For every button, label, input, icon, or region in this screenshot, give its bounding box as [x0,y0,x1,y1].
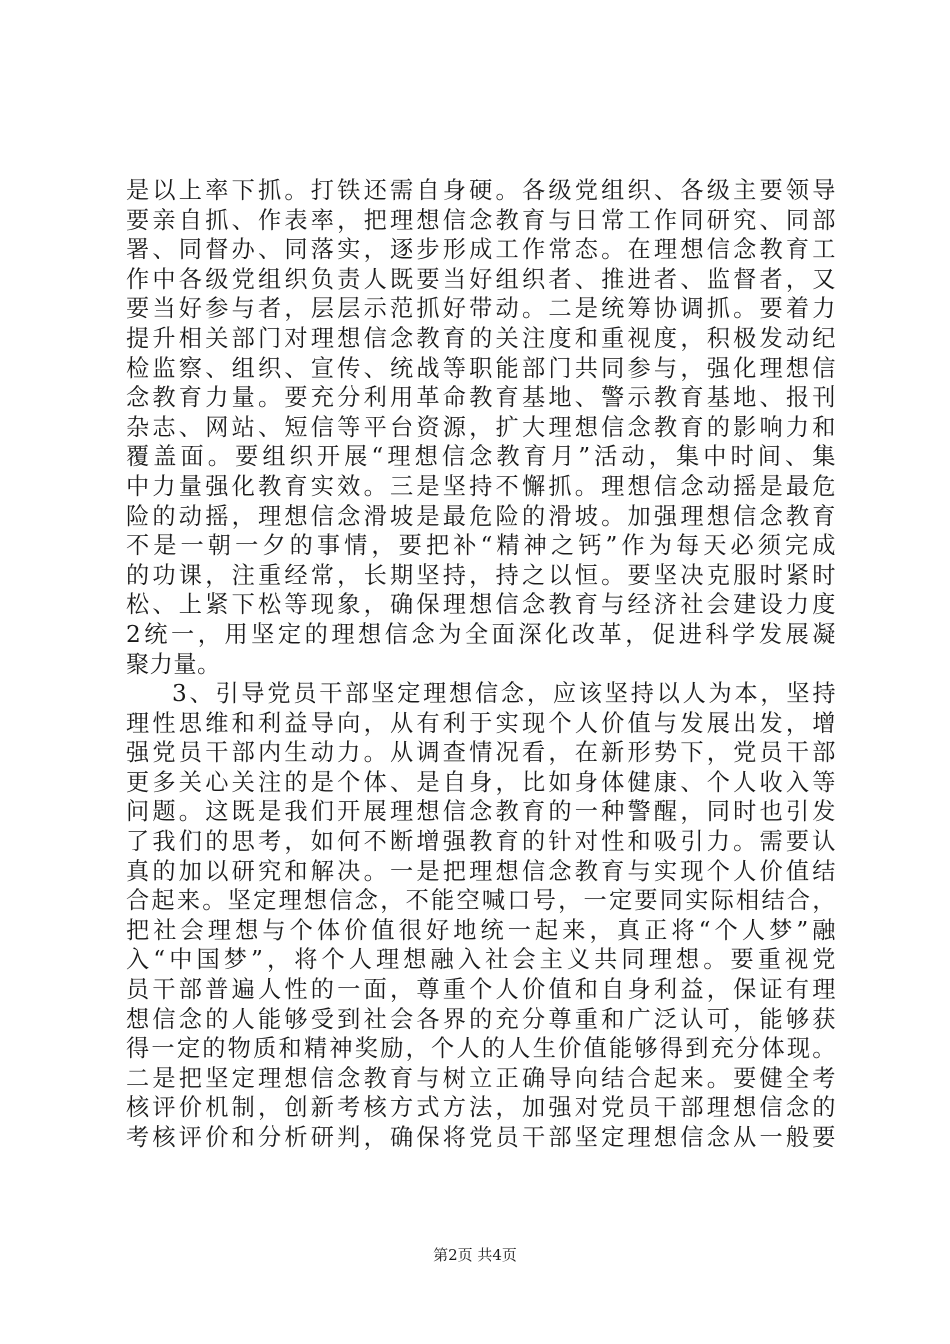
text-line: 2统一，用坚定的理想信念为全面深化改革，促进科学发展凝 [126,620,836,648]
text-line: 险的动摇，理想信念滑坡是最危险的滑坡。加强理想信念教育 [126,502,836,530]
paragraph-end-line: 聚力量。 [126,650,221,678]
text-line: 了我们的思考，如何不断增强教育的针对性和吸引力。需要认 [126,828,836,856]
text-line: 作中各级党组织负责人既要当好组织者、推进者、监督者，又 [126,265,836,293]
text-line: 的功课，注重经常，长期坚持，持之以恒。要坚决克服时紧时 [126,561,836,589]
text-line: 要亲自抓、作表率，把理想信念教育与日常工作同研究、同部 [126,206,836,234]
text-line: 松、上紧下松等现象，确保理想信念教育与经济社会建设力度 [126,591,836,619]
text-line: 是以上率下抓。打铁还需自身硬。各级党组织、各级主要领导 [126,177,836,204]
text-line: 检监察、组织、宣传、统战等职能部门共同参与，强化理想信 [126,354,836,382]
text-line: 真的加以研究和解决。一是把理想信念教育与实现个人价值结 [126,857,836,885]
text-line: 提升相关部门对理想信念教育的关注度和重视度，积极发动纪 [126,324,836,352]
text-line: 得一定的物质和精神奖励，个人的人生价值能够得到充分体现。 [126,1035,836,1063]
text-line: 署、同督办、同落实，逐步形成工作常态。在理想信念教育工 [126,236,836,264]
text-line: 考核评价和分析研判，确保将党员干部坚定理想信念从一般要 [126,1124,836,1151]
text-line: 不是一朝一夕的事情，要把补“精神之钙”作为每天必须完成 [126,532,836,560]
text-line: 核评价机制，创新考核方式方法，加强对党员干部理想信念的 [126,1094,836,1122]
text-line: 理性思维和利益导向，从有利于实现个人价值与发展出发，增 [126,709,836,737]
text-line: 员干部普遍人性的一面，尊重个人价值和自身利益，保证有理 [126,976,836,1004]
text-line: 入“中国梦”，将个人理想融入社会主义共同理想。要重视党 [126,946,836,974]
text-line: 强党员干部内生动力。从调查情况看，在新形势下，党员干部 [126,739,836,767]
text-line: 想信念的人能够受到社会各界的充分尊重和广泛认可，能够获 [126,1005,836,1033]
text-line: 覆盖面。要组织开展“理想信念教育月”活动，集中时间、集 [126,443,836,471]
text-line: 二是把坚定理想信念教育与树立正确导向结合起来。要健全考 [126,1064,836,1092]
paragraph-first-line: 3、引导党员干部坚定理想信念，应该坚持以人为本，坚持 [172,680,836,708]
page-number-footer: 第2页 共4页 [433,1246,517,1264]
text-line: 合起来。坚定理想信念，不能空喊口号，一定要同实际相结合， [126,887,836,915]
text-line: 念教育力量。要充分利用革命教育基地、警示教育基地、报刊 [126,384,836,412]
document-body [126,176,836,1153]
text-line: 要当好参与者，层层示范抓好带动。二是统筹协调抓。要着力 [126,295,836,323]
text-line: 问题。这既是我们开展理想信念教育的一种警醒，同时也引发 [126,798,836,826]
text-line: 把社会理想与个体价值很好地统一起来，真正将“个人梦”融 [126,916,836,944]
text-line: 杂志、网站、短信等平台资源，扩大理想信念教育的影响力和 [126,413,836,441]
text-line: 更多关心关注的是个体、是自身，比如身体健康、个人收入等 [126,768,836,796]
text-line: 中力量强化教育实效。三是坚持不懈抓。理想信念动摇是最危 [126,472,836,500]
